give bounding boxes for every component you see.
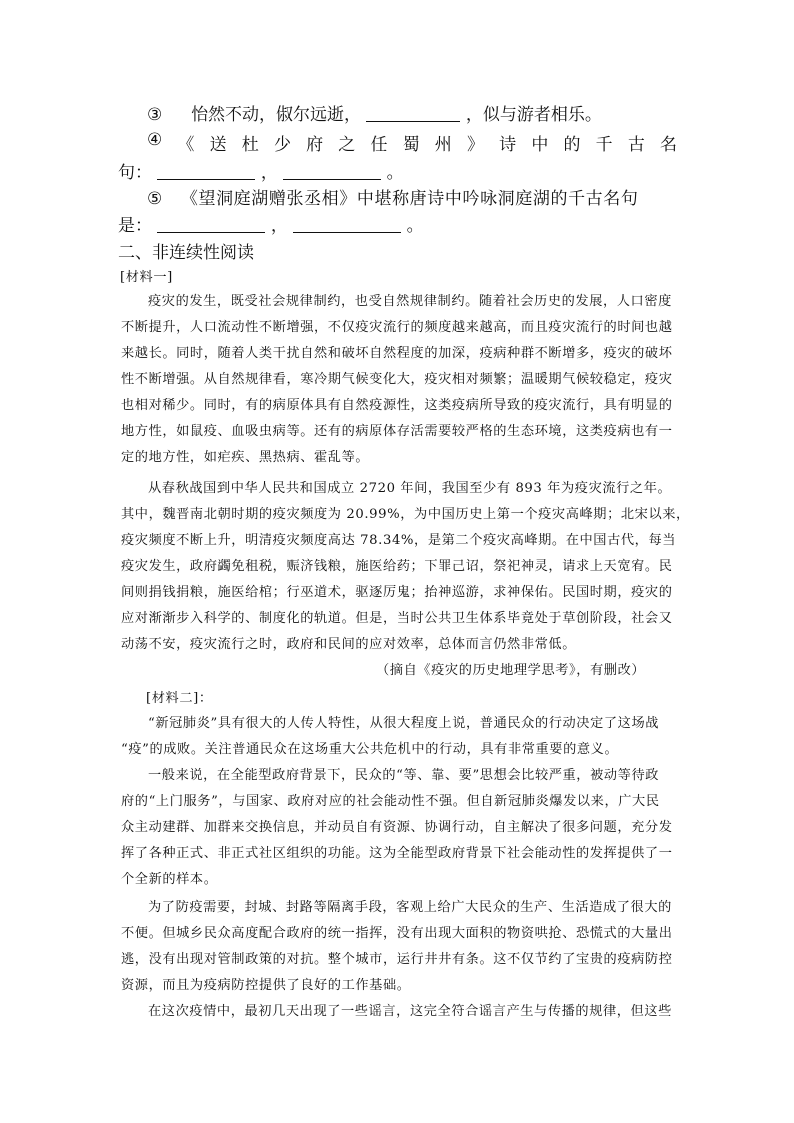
question-3-number: ③ [147, 105, 163, 125]
text-line: 定的地方性，如疟疾、黑热病、霍乱等。 [121, 450, 370, 465]
text-line: “新冠肺炎”具有很大的人传人特性，从很大程度上说，普通民众的行动决定了这场战 [148, 716, 660, 731]
question-3-text-after: ，似与游者相乐。 [465, 105, 602, 125]
text-line: 来越长。同时，随着人类干扰自然和破坏自然程度的加深，疫病种群不断增多，疫灾的破坏 [121, 346, 673, 361]
answer-blank[interactable] [366, 105, 460, 122]
question-5-line-2: 是： ， 。 [118, 216, 424, 236]
text-line: 挥了各种正式、非正式社区组织的功能。这为全能型政府背景下社会能动性的发挥提供了一 [121, 846, 673, 861]
answer-blank[interactable] [157, 163, 255, 180]
material-1-source: （摘自《疫灾的历史地理学思考》，有删改） [376, 663, 646, 678]
text-line: 疫灾的发生，既受社会规律制约，也受自然规律制约。随着社会历史的发展，人口密度 [148, 294, 672, 309]
text-line: 疫灾发生，政府蠲免租税，赈济钱粮，施医给药；下罪己诏，祭祀神灵，请求上天宽宥。民 [121, 559, 673, 574]
question-5-line-1: ⑤ 《望洞庭湖赠张丞相》中堪称唐诗中吟咏洞庭湖的千古名句 [147, 189, 639, 209]
text-line: “疫”的成败。关注普通民众在这场重大公共危机中的行动，具有非常重要的意义。 [121, 742, 619, 757]
answer-blank[interactable] [283, 163, 381, 180]
text-line: 应对渐渐步入科学的、制度化的轨道。但是，当时公共卫生体系毕竟处于草创阶段，社会又 [121, 611, 673, 626]
text-line: 不便。但城乡民众高度配合政府的统一指挥，没有出现大面积的物资哄抢、恐慌式的大量出 [121, 926, 673, 941]
question-4-number: ④ [147, 130, 163, 150]
section-title: 二、非连续性阅读 [118, 243, 254, 263]
answer-blank[interactable] [293, 216, 401, 233]
text-line: 间则捐钱捐粮，施医给棺；行巫道术，驱逐厉鬼；抬神巡游，求神保佑。民国时期，疫灾的 [121, 585, 673, 600]
text-line: 府的“上门服务”，与国家、政府对应的社会能动性不强。但自新冠肺炎爆发以来，广大民 [121, 794, 660, 809]
material-1-label: [材料一] [120, 270, 173, 285]
text-line: 动荡不安，疫灾流行之时，政府和民间的应对效率，总体而言仍然非常低。 [121, 637, 576, 652]
text-line: 也相对稀少。同时，有的病原体具有自然疫源性，这类疫病所导致的疫灾流行，具有明显的 [121, 398, 673, 413]
text-line: 个全新的样本。 [121, 872, 218, 887]
question-4-line-1: ④ 《 送 杜 少 府 之 任 蜀 州 》 诗 中 的 千 古 名 [147, 130, 677, 155]
text-line: 众主动建群、加群来交换信息，并动员自有资源、协调行动，自主解决了很多问题，充分发 [121, 820, 673, 835]
material-2-label: [材料二]： [146, 691, 213, 706]
text-line: 从春秋战国到中华人民共和国成立 2720 年间，我国至少有 893 年为疫灾流行之年。 [148, 481, 672, 496]
text-line: 资源，而且为疫病防控提供了良好的工作基础。 [121, 978, 411, 993]
question-3-text-before: 怡然不动，俶尔远逝， [191, 105, 362, 125]
text-line: 逃，没有出现对管制政策的对抗。整个城市，运行井井有条。这不仅节约了宝贵的疫病防控 [121, 952, 673, 967]
question-3 [147, 100, 602, 125]
question-4-line-2: 句： ， 。 [118, 163, 404, 183]
text-line: 为了防疫需要，封城、封路等隔离手段，客观上给广大民众的生产、生活造成了很大的 [148, 900, 672, 915]
text-line: 性不断增强。从自然规律看，寒冷期气候变化大，疫灾相对频繁；温暖期气候较稳定，疫灾 [121, 372, 673, 387]
question-5-number: ⑤ [147, 189, 163, 209]
text-line: 地方性，如鼠疫、血吸虫病等。还有的病原体存活需要较严格的生态环境，这类疫病也有一 [121, 424, 673, 439]
text-line: 不断提升，人口流动性不断增强，不仅疫灾流行的频度越来越高，而且疫灾流行的时间也越 [121, 320, 673, 335]
text-line: 在这次疫情中，最初几天出现了一些谣言，这完全符合谣言产生与传播的规律，但这些 [148, 1004, 672, 1019]
text-line: 一般来说，在全能型政府背景下，民众的“等、靠、要”思想会比较严重，被动等待政 [148, 768, 660, 783]
text-line: 其中，魏晋南北朝时期的疫灾频度为 20.99%，为中国历史上第一个疫灾高峰期；北宋以来， [121, 507, 690, 522]
text-line: 疫灾频度不断上升，明清疫灾频度高达 78.34%，是第二个疫灾高峰期。在中国古代，每当 [121, 533, 677, 548]
answer-blank[interactable] [157, 216, 265, 233]
